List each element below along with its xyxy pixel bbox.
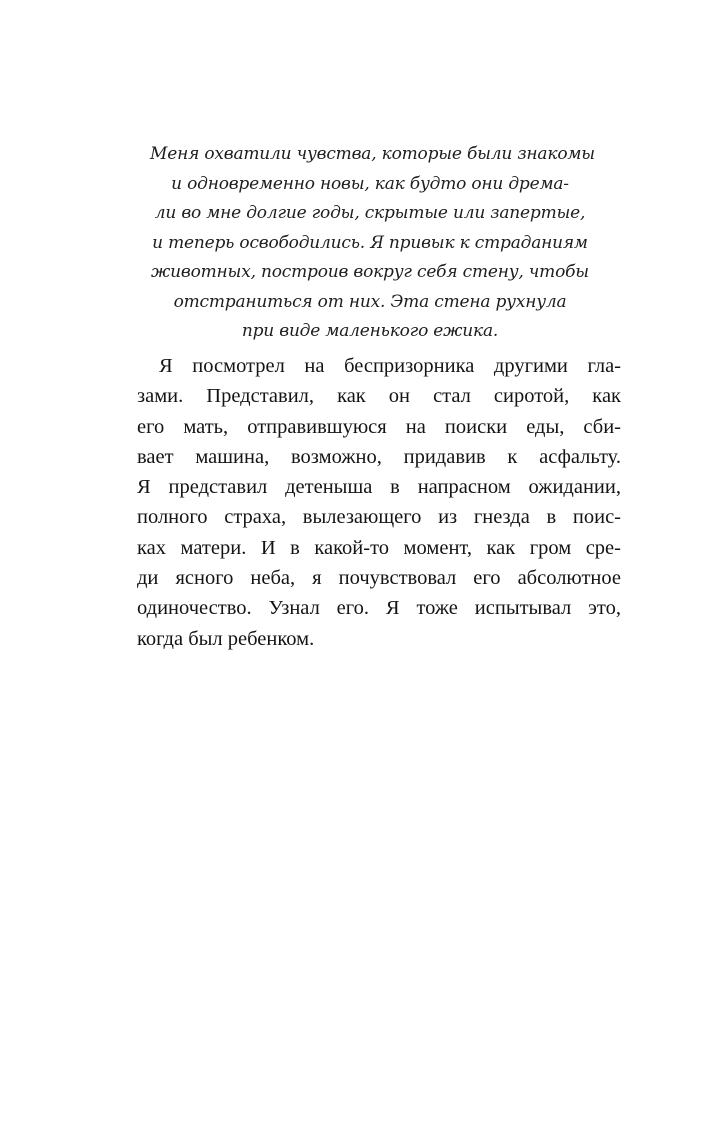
body-line: ках матери. И в какой-то момент, как гром сре- — [137, 536, 621, 559]
body-line: Я представил детеныша в напрасном ожидании, — [137, 476, 621, 499]
body-paragraph — [137, 351, 621, 654]
quote-line: и одновременно новы, как будто они дрема- — [171, 173, 569, 194]
body-line: полного страха, вылезающего из гнезда в поис- — [137, 506, 621, 529]
body-line: одиночество. Узнал его. Я тоже испытывал это, — [137, 597, 621, 620]
body-line: Я посмотрел на беспризорника другими гла- — [159, 355, 621, 377]
quote-line: отстраниться от них. Эта стена рухнула — [173, 291, 567, 312]
quote-line: ли во мне долгие годы, скрытые или запертые, — [154, 203, 586, 223]
handwritten-quote — [150, 140, 595, 347]
quote-line: при виде маленького ежика. — [241, 321, 499, 341]
body-line: зами. Представил, как он стал сиротой, как — [137, 385, 621, 408]
body-line: вает машина, возможно, придавив к асфальту. — [137, 445, 621, 468]
body-line: когда был ребенком. — [137, 627, 315, 650]
quote-line: животных, построив вокруг себя стену, чтобы — [151, 262, 589, 282]
quote-line: и теперь освободились. Я привык к страданиям — [152, 232, 588, 253]
body-line: ди ясного неба, я почувствовал его абсолютное — [137, 567, 621, 590]
quote-line: Меня охватили чувства, которые были знакомы — [150, 144, 595, 164]
body-line: его мать, отправившуюся на поиски еды, сби- — [137, 415, 621, 438]
